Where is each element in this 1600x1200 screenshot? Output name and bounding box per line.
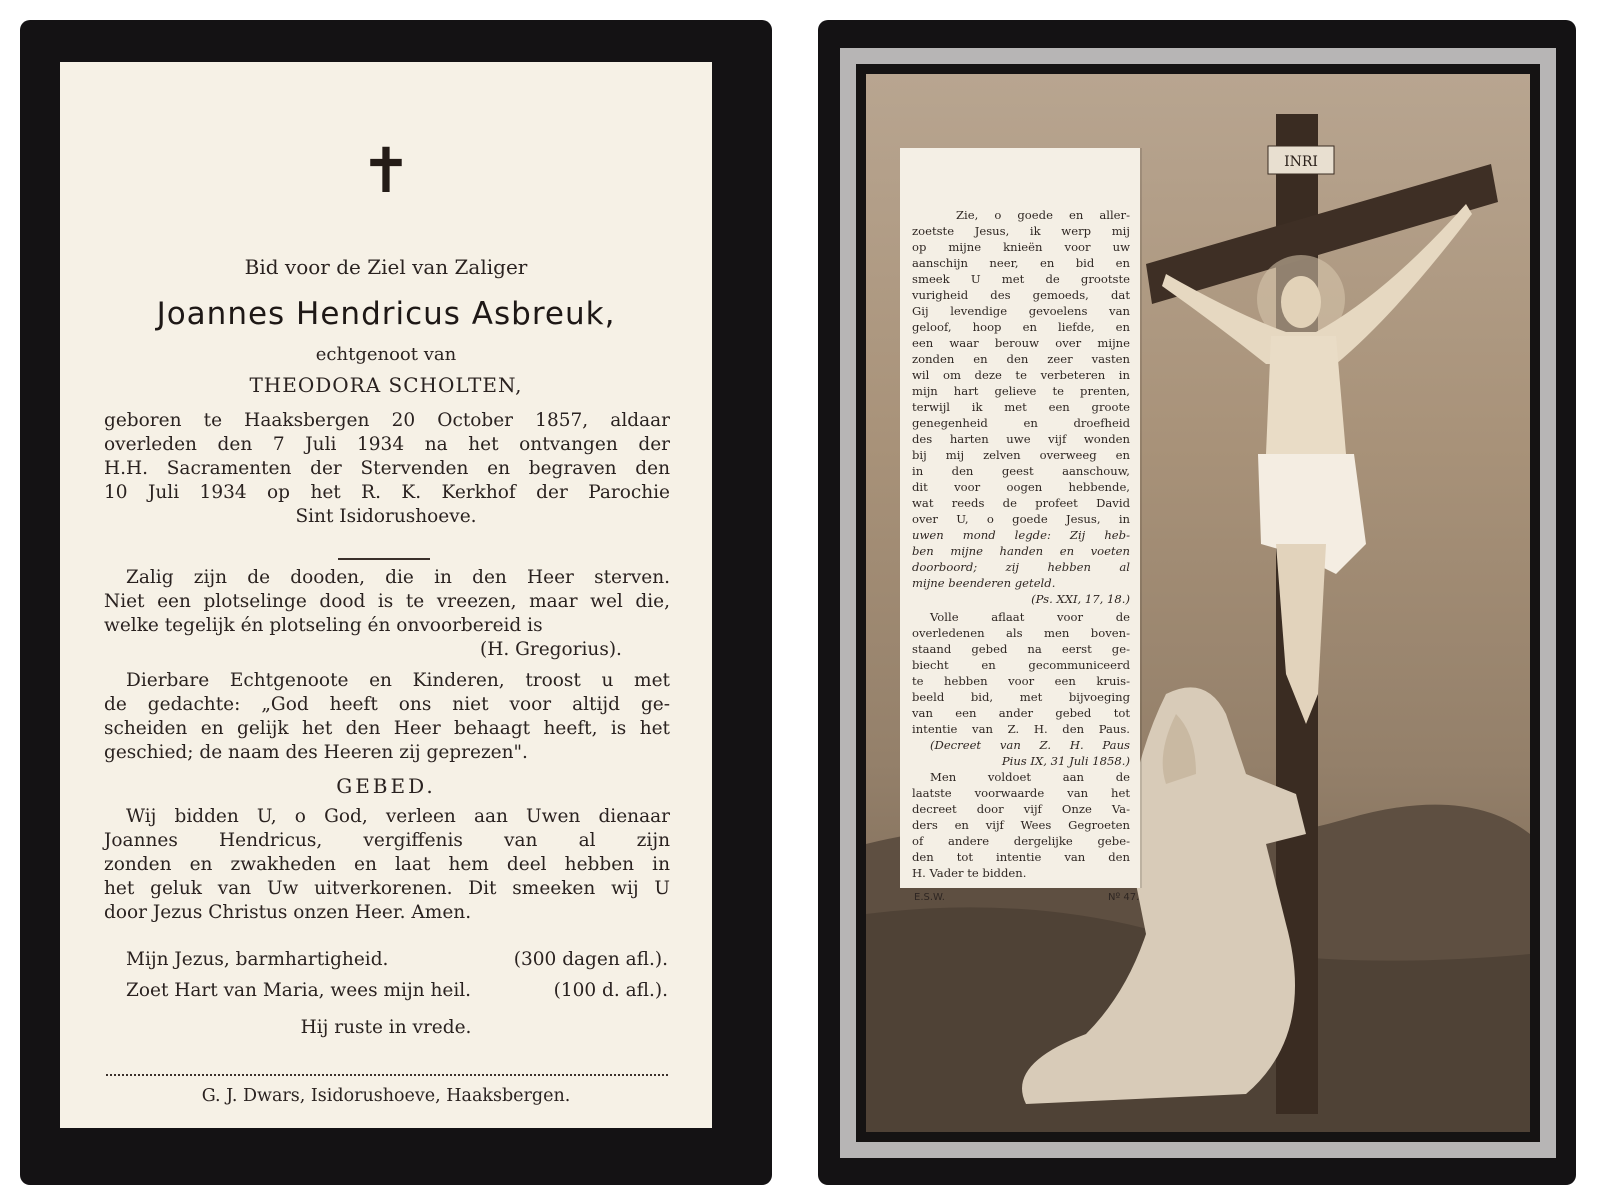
condition-line: den tot intentie van den xyxy=(912,850,1130,864)
prayer-line: doorboord; zij hebben al xyxy=(912,560,1130,574)
deceased-name: Joannes Hendricus Asbreuk, xyxy=(156,296,616,332)
quote-attribution: (H. Gregorius). xyxy=(480,639,622,660)
indulgence-line: Volle aflaat voor de xyxy=(930,610,1130,624)
indulgence-line: overledenen als men boven- xyxy=(912,626,1130,640)
spouse-name: THEODORA SCHOLTEN, xyxy=(249,373,523,397)
bio-line: 10 Juli 1934 op het R. K. Kerkhof der Parochie xyxy=(104,482,670,503)
prayer-line: terwijl ik met een groote xyxy=(912,400,1130,414)
condition-line: Men voldoet aan de xyxy=(930,770,1130,784)
indulgence-line: intentie van Z. H. den Paus. xyxy=(912,722,1130,736)
condition-line: laatste voorwaarde van het xyxy=(912,786,1130,800)
bio-line: Sint Isidorushoeve. xyxy=(295,506,477,527)
prayer-citation: (Ps. XXI, 17, 18.) xyxy=(1031,592,1130,606)
divider xyxy=(338,558,430,560)
prayer-line: in den geest aanschouw, xyxy=(912,464,1130,478)
comfort-line: geschied; de naam des Heeren zij geprezen". xyxy=(104,742,528,763)
prayer-line: mijn hart gelieve te prenten, xyxy=(912,384,1130,398)
inri-text: INRI xyxy=(1284,154,1318,170)
quote-line: welke tegelijk én plotseling én onvoorbereid is xyxy=(104,615,543,636)
prayer-line: des harten uwe vijf wonden xyxy=(912,432,1130,446)
memorial-card-front xyxy=(20,20,772,1185)
prayer-line: dit voor oogen hebbende, xyxy=(912,480,1130,494)
quote-line: Zalig zijn de dooden, die in den Heer sterven. xyxy=(126,567,670,588)
prayer-line: vurigheid des gemoeds, dat xyxy=(912,288,1130,302)
indulgence-text: Zoet Hart van Maria, wees mijn heil. xyxy=(126,980,472,1001)
bio-line: H.H. Sacramenten der Stervenden en begraven den xyxy=(104,458,670,479)
rest-in-peace: Hij ruste in vrede. xyxy=(300,1017,472,1038)
indulgence-line: beeld bid, met bijvoeging xyxy=(912,690,1130,704)
prayer-line: bij mij zelven overweeg en xyxy=(912,448,1130,462)
spouse-intro: echtgenoot van xyxy=(315,344,457,365)
publisher-mark: E.S.W. xyxy=(914,892,945,903)
condition-line: ders en vijf Wees Gegroeten xyxy=(912,818,1130,832)
prayer-line: zonden en den zeer vasten xyxy=(912,352,1130,366)
prayer-line: uwen mond legde: Zij heb- xyxy=(912,528,1130,542)
indulgence-value: (100 d. afl.). xyxy=(553,980,668,1001)
prayer-line: aanschijn neer, en bid en xyxy=(912,256,1130,270)
prayer-line: Gij levendige gevoelens van xyxy=(912,304,1130,318)
prayer-line: ben mijne handen en voeten xyxy=(912,544,1130,558)
prayer-heading: GEBED. xyxy=(336,774,436,798)
comfort-line: scheiden en gelijk het den Heer behaagt heeft, is het xyxy=(104,718,670,739)
printer-line: G. J. Dwars, Isidorushoeve, Haaksbergen. xyxy=(201,1086,571,1106)
decree-line: (Decreet van Z. H. Paus xyxy=(930,738,1130,752)
indulgence-line: te hebben voor een kruis- xyxy=(912,674,1130,688)
prayer-line: smeek U met de grootste xyxy=(912,272,1130,286)
prayer-line: op mijne knieën voor uw xyxy=(912,240,1130,254)
christ-torso xyxy=(1266,336,1346,454)
prayer-line: een waar berouw over mijne xyxy=(912,336,1130,350)
memorial-card-back xyxy=(818,20,1576,1185)
prayer-line: Wij bidden U, o God, verleen aan Uwen dienaar xyxy=(126,806,670,827)
cross-icon: ✝ xyxy=(360,134,412,207)
dotted-divider xyxy=(106,1074,668,1076)
condition-line: of andere dergelijke gebe- xyxy=(912,834,1130,848)
prayer-line: het geluk van Uw uitverkorenen. Dit smeeken wij U xyxy=(104,878,670,899)
decree-line: Pius IX, 31 Juli 1858.) xyxy=(1001,754,1130,768)
prayer-line: door Jezus Christus onzen Heer. Amen. xyxy=(104,902,472,923)
quote-line: Niet een plotselinge dood is te vreezen, maar wel die, xyxy=(104,591,670,612)
card-front-text-panel xyxy=(60,62,712,1128)
condition-line: decreet door vijf Onze Va- xyxy=(912,802,1130,816)
prayer-line: zoetste Jesus, ik werp mij xyxy=(912,224,1130,238)
comfort-line: de gedachte: „God heeft ons niet voor altijd ge- xyxy=(104,694,670,715)
prayer-line: mijne beenderen geteld. xyxy=(912,576,1056,590)
christ-head xyxy=(1281,276,1321,328)
prayer-line: Zie, o goede en aller- xyxy=(956,208,1130,222)
prayer-text-panel xyxy=(900,148,1140,888)
indulgence-line: staand gebed na eerst ge- xyxy=(912,642,1130,656)
silver-border xyxy=(840,48,1556,1158)
condition-line: H. Vader te bidden. xyxy=(912,866,1027,880)
intro-line: Bid voor de Ziel van Zaliger xyxy=(244,255,528,279)
prayer-line: zonden en zwakheden en laat hem deel hebben in xyxy=(104,854,670,875)
prayer-line: genegenheid en droefheid xyxy=(912,416,1130,430)
prayer-line: wil om deze te verbeteren in xyxy=(912,368,1130,382)
bio-line: geboren te Haaksbergen 20 October 1857, aldaar xyxy=(104,410,670,431)
card-number: Nº 47. xyxy=(1108,892,1140,903)
comfort-line: Dierbare Echtgenoote en Kinderen, troost u met xyxy=(126,670,670,691)
prayer-line: wat reeds de profeet David xyxy=(912,496,1130,510)
prayer-line: geloof, hoop en liefde, en xyxy=(912,320,1130,334)
indulgence-line: biecht en gecommuniceerd xyxy=(912,658,1130,672)
indulgence-line: van een ander gebed tot xyxy=(912,706,1130,720)
prayer-line: over U, o goede Jesus, in xyxy=(912,512,1130,526)
indulgence-text: Mijn Jezus, barmhartigheid. xyxy=(126,949,389,970)
prayer-line: Joannes Hendricus, vergiffenis van al zijn xyxy=(104,830,670,851)
bio-line: overleden den 7 Juli 1934 na het ontvangen der xyxy=(104,434,670,455)
black-border xyxy=(856,64,1540,1142)
crucifixion-illustration xyxy=(866,74,1530,1132)
indulgence-value: (300 dagen afl.). xyxy=(513,949,668,970)
